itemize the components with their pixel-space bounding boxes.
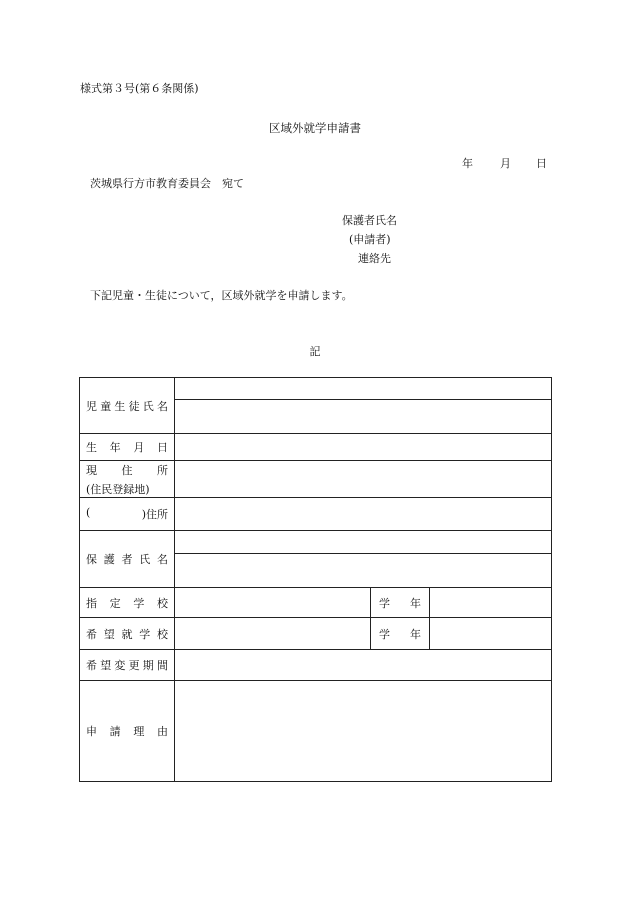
other-address-field[interactable] [175, 498, 552, 531]
designated-school-field[interactable] [175, 588, 371, 618]
addressee: 茨城県行方市教育委員会 宛て [90, 177, 244, 190]
birthdate-label: 生 年 月 日 [80, 434, 175, 461]
birthdate-field[interactable] [175, 434, 552, 461]
date-line [462, 155, 547, 171]
reason-field[interactable] [175, 681, 552, 782]
designated-school-label: 指 定 学 校 [80, 588, 175, 618]
applicant-block [342, 211, 397, 268]
document-title: 区域外就学申請書 [269, 121, 361, 135]
designated-grade-field[interactable] [430, 588, 552, 618]
desired-grade-field[interactable] [430, 618, 552, 650]
guardian-name-label: 保護者氏名 [342, 214, 397, 227]
applicant-label: (申請者) [349, 233, 391, 246]
ki-heading: 記 [309, 345, 321, 358]
student-name-kana-field[interactable] [175, 378, 552, 400]
desired-school-label: 希 望 就 学 校 [80, 618, 175, 650]
student-name-label: 児 童 生 徒 氏 名 [80, 378, 175, 434]
desired-period-label: 希 望 変 更 期 間 [80, 650, 175, 681]
designated-grade-label: 学 年 [371, 588, 430, 618]
reason-label: 申 請 理 由 [80, 681, 175, 782]
desired-grade-label: 学 年 [371, 618, 430, 650]
current-address-label: 現 住 所 (住民登録地) [80, 461, 175, 498]
guardian-name-field[interactable] [175, 554, 552, 588]
application-statement: 下記児童・生徒について，区域外就学を申請します。 [90, 289, 353, 302]
date-year-label: 年 [462, 157, 473, 170]
date-day-label: 日 [536, 157, 547, 170]
date-month-label: 月 [500, 157, 511, 170]
current-address-sublabel: (住民登録地) [86, 482, 150, 496]
contact-label: 連絡先 [358, 252, 391, 265]
application-form-table [79, 377, 552, 782]
desired-period-field[interactable] [175, 650, 552, 681]
desired-school-field[interactable] [175, 618, 371, 650]
other-address-label: ( )住所 [80, 498, 175, 531]
form-number: 様式第３号(第６条関係) [80, 82, 199, 95]
student-name-field[interactable] [175, 400, 552, 434]
guardian-name-row-label: 保 護 者 氏 名 [80, 531, 175, 588]
guardian-name-kana-field[interactable] [175, 531, 552, 554]
current-address-field[interactable] [175, 461, 552, 498]
